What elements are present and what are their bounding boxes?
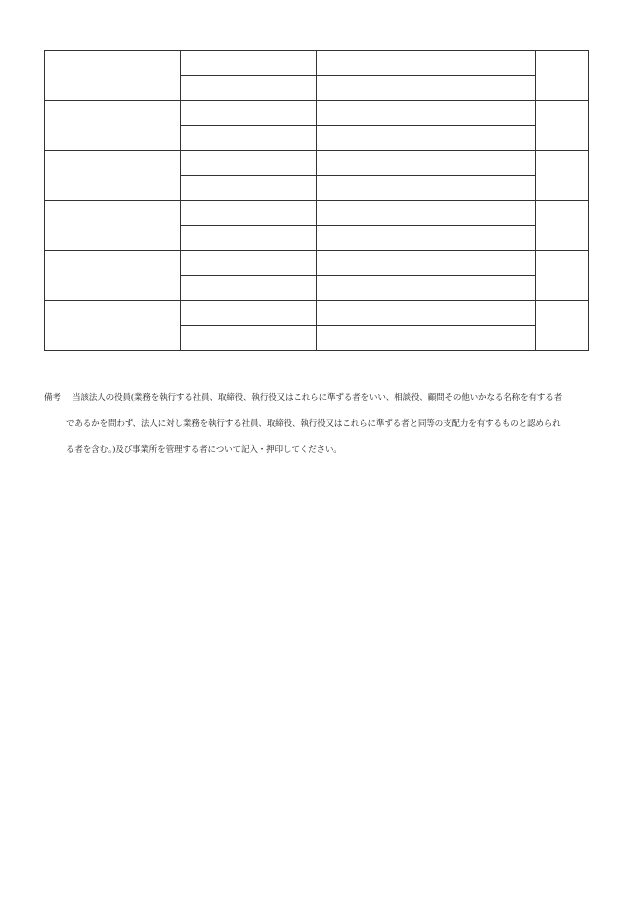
table-row: [45, 151, 589, 176]
detail-cell[interactable]: [317, 151, 536, 176]
detail-cell[interactable]: [317, 176, 536, 201]
name-cell[interactable]: [45, 201, 181, 251]
seal-cell[interactable]: [536, 301, 589, 351]
detail-cell[interactable]: [317, 201, 536, 226]
remarks-line-3: る者を含む。)及び事業所を管理する者について記入・押印してください。: [66, 445, 342, 455]
position-cell[interactable]: [181, 276, 317, 301]
remarks-label: 備考: [44, 393, 61, 403]
detail-cell[interactable]: [317, 126, 536, 151]
detail-cell[interactable]: [317, 226, 536, 251]
table-row: [45, 101, 589, 126]
name-cell[interactable]: [45, 251, 181, 301]
name-cell[interactable]: [45, 301, 181, 351]
seal-cell[interactable]: [536, 251, 589, 301]
table-row: [45, 51, 589, 76]
name-cell[interactable]: [45, 101, 181, 151]
officer-form-table: [44, 50, 589, 351]
position-cell[interactable]: [181, 251, 317, 276]
position-cell[interactable]: [181, 326, 317, 351]
detail-cell[interactable]: [317, 76, 536, 101]
detail-cell[interactable]: [317, 51, 536, 76]
table-row: [45, 251, 589, 276]
detail-cell[interactable]: [317, 301, 536, 326]
name-cell[interactable]: [45, 151, 181, 201]
position-cell[interactable]: [181, 151, 317, 176]
detail-cell[interactable]: [317, 276, 536, 301]
seal-cell[interactable]: [536, 101, 589, 151]
position-cell[interactable]: [181, 51, 317, 76]
seal-cell[interactable]: [536, 151, 589, 201]
position-cell[interactable]: [181, 126, 317, 151]
name-cell[interactable]: [45, 51, 181, 101]
position-cell[interactable]: [181, 301, 317, 326]
position-cell[interactable]: [181, 226, 317, 251]
position-cell[interactable]: [181, 101, 317, 126]
remarks-note: [44, 385, 604, 463]
position-cell[interactable]: [181, 201, 317, 226]
detail-cell[interactable]: [317, 326, 536, 351]
seal-cell[interactable]: [536, 51, 589, 101]
remarks-text-1: 当該法人の役員(業務を執行する社員、取締役、執行役又はこれらに準ずる者をいい、相談役、顧問その他いかなる名称を有する者: [72, 393, 562, 403]
table-row: [45, 201, 589, 226]
detail-cell[interactable]: [317, 101, 536, 126]
table-row: [45, 301, 589, 326]
form-table-body: [45, 51, 589, 351]
remarks-line-2: であるかを問わず、法人に対し業務を執行する社員、取締役、執行役又はこれらに準ずる者と同等の支配力を有するものと認められ: [66, 419, 561, 429]
remarks-line-1: [44, 385, 604, 411]
position-cell[interactable]: [181, 76, 317, 101]
detail-cell[interactable]: [317, 251, 536, 276]
seal-cell[interactable]: [536, 201, 589, 251]
position-cell[interactable]: [181, 176, 317, 201]
